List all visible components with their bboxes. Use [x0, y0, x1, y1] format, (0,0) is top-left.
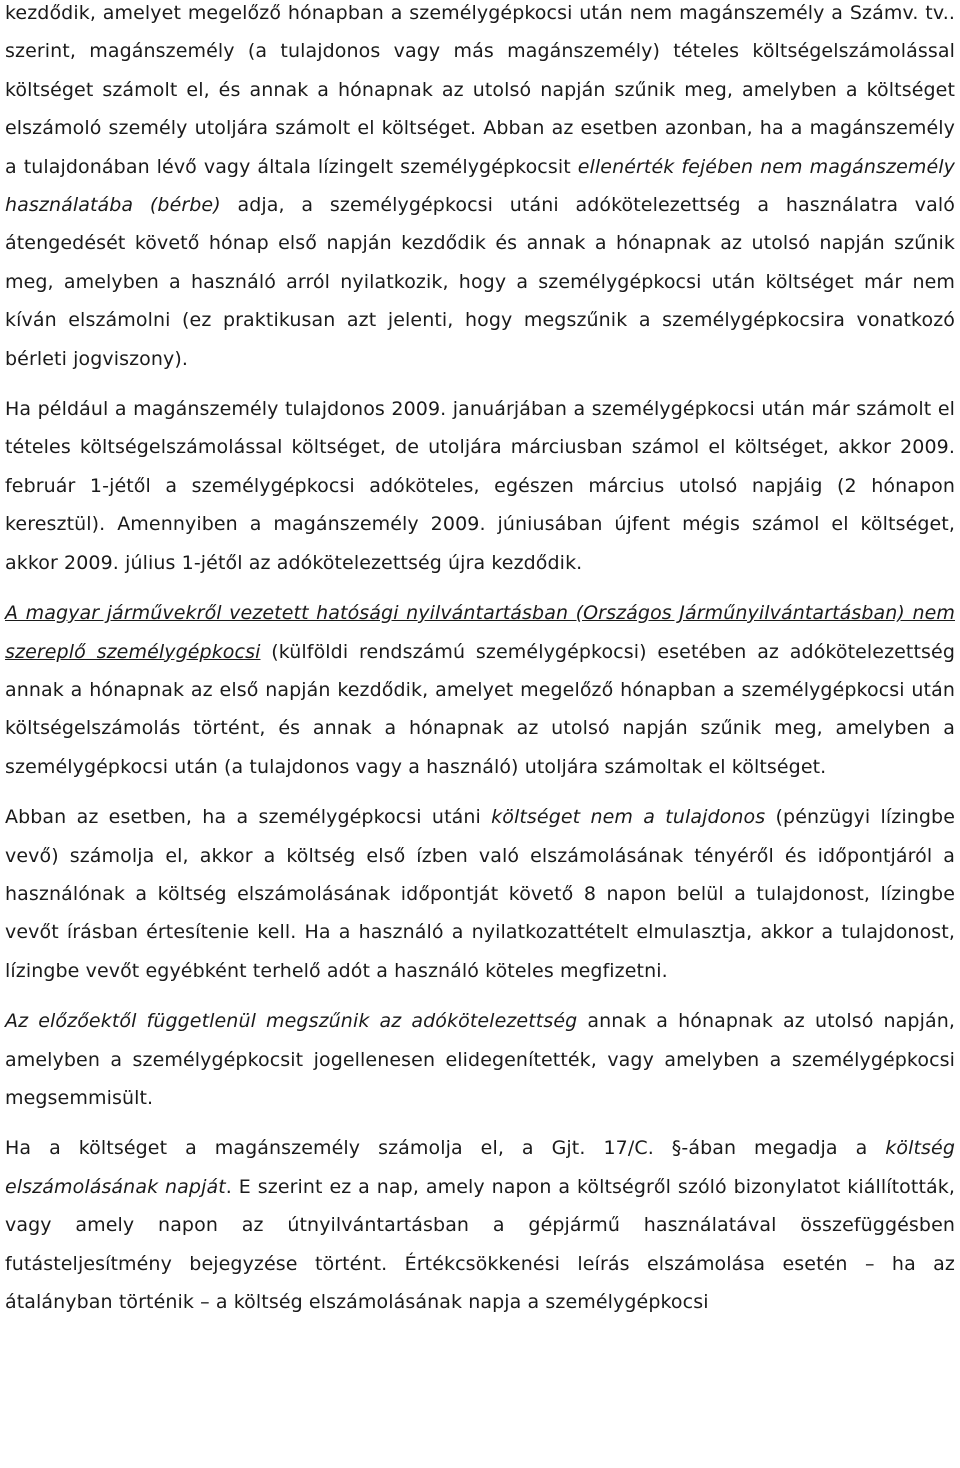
italic-phrase: ellenérték fejében nem magánszemély használatába (bérbe) [5, 155, 955, 217]
italic-phrase: költséget nem a tulajdonos [491, 806, 766, 829]
document-page [5, 0, 955, 1321]
paragraph-tax-obligation-start [5, 0, 955, 378]
text-run: kezdődik, amelyet megelőző hónapban a személygépkocsi után nem magánszemély a Számv. tv.. szerint, magánszemély (a tulajdonos vagy más magánszemély) tételes költségelszámolással költséget számolt el, és annak a hónapnak az utolsó napján szűnik meg, amelyben a költséget elszámoló személy utoljára számolt el költséget. Abban az esetben azonban, ha a magánszemély a tulajdonában lévő vagy általa lízingelt személygépkocsit [5, 2, 955, 178]
italic-phrase: költség elszámolásának napját [5, 1137, 955, 1198]
text-run: Ha például a magánszemély tulajdonos 2009. januárjában a személygépkocsi után már számolt el tételes költségelszámolással költséget, de utoljára márciusban számol el költséget, akkor 2009. február 1-jétől a személygépkocsi adóköteles, egészen március utolsó napjáig (2 hónapon keresztül). Amennyiben a magánszemély 2009. júniusában újfent mégis számol el költséget, akkor 2009. július 1-jétől az adókötelezettség újra kezdődik. [5, 398, 955, 574]
paragraph-foreign-vehicle [5, 594, 955, 786]
text-run: annak a hónapnak az utolsó napján, amelyben a személygépkocsit jogellenesen elidegenítették, vagy amelyben a személygépkocsi megsemmisült. [5, 1010, 955, 1109]
italic-underlined-phrase: A magyar járművekről vezetett hatósági nyilvántartásban (Országos Járműnyilvántartásban) nem szereplő személygépkocsi [5, 602, 955, 663]
italic-phrase: Az előzőektől függetlenül megszűnik az adókötelezettség [5, 1010, 578, 1033]
paragraph-example [5, 390, 955, 582]
paragraph-non-owner-cost [5, 798, 955, 990]
text-run: Ha a költséget a magánszemély számolja el, a Gjt. 17/C. §-ában megadja a [5, 1137, 886, 1160]
text-run: adja, a személygépkocsi utáni adókötelezettség a használatra való átengedését követő hónap első napján kezdődik és annak a hónapnak az utolsó napján szűnik meg, amelyben a használó arról nyilatkozik, hogy a személygépkocsi után költséget már nem kíván elszámolni (ez praktikusan azt jelenti, hogy megszűnik a személygépkocsira vonatkozó bérleti jogviszony). [5, 194, 956, 370]
text-run: (pénzügyi lízingbe vevő) számolja el, akkor a költség első ízben való elszámolásának tényéről és időpontjáról a használónak a költség elszámolásának időpontját követő 8 napon belül a tulajdonost, lízingbe vevőt írásban értesítenie kell. Ha a használó a nyilatkozattételt elmulasztja, akkor a tulajdonost, lízingbe vevőt egyébként terhelő adót a használó köteles megfizetni. [5, 806, 955, 982]
text-run: (külföldi rendszámú személygépkocsi) esetében az adókötelezettség annak a hónapnak az első napján kezdődik, amelyet megelőző hónapban a személygépkocsi után költségelszámolás történt, és annak a hónapnak az utolsó napján szűnik meg, amelyben a személygépkocsi után (a tulajdonos vagy a használó) utoljára számoltak el költséget. [5, 640, 955, 778]
text-run: Abban az esetben, ha a személygépkocsi utáni [5, 806, 492, 829]
text-run: . E szerint ez a nap, amely napon a költségről szóló bizonylatot kiállították, vagy amely napon az útnyilvántartásban a gépjármű használatával összefüggésben futásteljesítmény bejegyzése történt. Értékcsökkenési leírás elszámolása esetén – ha az átalányban történik – a költség elszámolásának napja a személygépkocsi [5, 1175, 955, 1313]
paragraph-termination [5, 1002, 955, 1117]
paragraph-cost-accounting-date [5, 1129, 955, 1321]
